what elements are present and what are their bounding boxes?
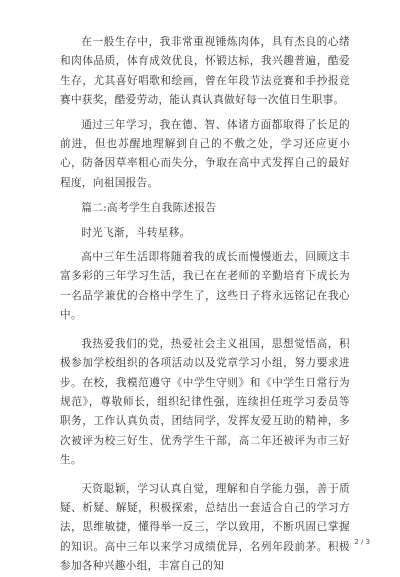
paragraph-health-hobbies: 在一般生存中，我非常重视锤炼肉体，具有杰良的心绪和肉体品质，体育成效优良，怀锻达标，我兴趣普遍，酷爱生存，尤其喜好唱歌和绘画，曾在年段节法竞赛和手抄报竞赛中获奖，酷爱劳动，能认真认真做好每一次值日生职事。 <box>60 36 350 107</box>
page-number: 2 / 3 <box>354 538 370 546</box>
paragraph-three-year-summary: 通过三年学习，我在德、智、体诸方面都取得了长足的前进，但也苏醒地理解到自己的不敷之处，学习还应更小心，防备因草率粗心而失分，争取在高中式发挥自己的最好程度，向祖国报告。 <box>60 118 350 189</box>
paragraph-time-flies: 时光飞渐，斗转星移。 <box>81 226 191 239</box>
paragraph-study-ability: 天资聪颖，学习认真自觉，理解和自学能力强，善于质疑、析疑、解疑，积极探索，总结出一套适合自己的学习方法，思维敏捷，懂得举一反三，学以致用，不断巩固已掌握的知识。高中三年以来学习成绩优异，名列年段前茅。积极参加各种兴趣小组，丰富自己的知 <box>60 482 350 573</box>
paragraph-high-school-review: 高中三年生活即将随着我的成长而慢慢逝去，回顾这丰富多彩的三年学习生活，我已在在老师的辛勤培育下成长为一名品学兼优的合格中学生了，这些日子将永远铭记在我心中。 <box>60 251 350 322</box>
document-body <box>60 33 350 577</box>
paragraph-political-conduct: 我热爱我们的党，热爱社会主义祖国，思想觉悟高，积极参加学校组织的各项活动以及党章学习小组，努力要求进步。在校，我模范遵守《中学生守则》和《中学生日常行为规范》，尊敬师长，组织纪律性强，连续担任班学习委员等职务，工作认真负责，团结同学，发挥友爱互助的精神，多次被评为校三好生、优秀学生干部，高二年还被评为市三好生。 <box>60 337 350 467</box>
section-title: 篇二:高考学生自我陈述报告 <box>81 202 217 215</box>
